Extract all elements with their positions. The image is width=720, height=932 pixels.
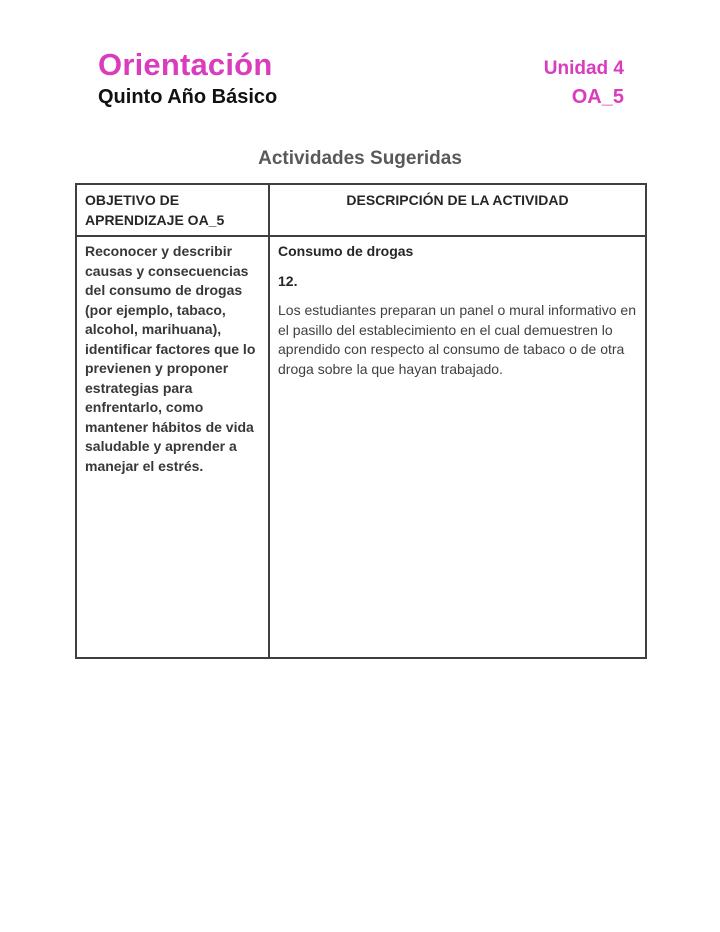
section-heading: Actividades Sugeridas [258, 148, 462, 169]
objective-column-header: OBJETIVO DE APRENDIZAJE OA_5 [76, 184, 269, 236]
header-left-block [98, 46, 277, 110]
activity-topic: Consumo de drogas [278, 243, 414, 259]
grade-subtitle: Quinto Año Básico [98, 86, 278, 108]
document-header [0, 0, 720, 111]
activity-description: Los estudiantes preparan un panel o mural informativo en el pasillo del establecimiento en el cual demuestren lo aprendido con respecto al consumo de tabaco o de otra droga sobre la que hayan trabajado. [278, 302, 636, 377]
header-right-block [544, 46, 624, 111]
description-cell [269, 236, 646, 658]
description-column-header: DESCRIPCIÓN DE LA ACTIVIDAD [269, 184, 646, 236]
activities-table [75, 183, 647, 659]
table-header-row [76, 184, 646, 236]
objective-cell [76, 236, 269, 658]
table-body-row [76, 236, 646, 658]
objective-text: Reconocer y describir causas y consecuencias del consumo de drogas (por ejemplo, tabaco, alcohol, marihuana), identificar factores que lo previenen y proponer estrategias para enfrentarlo, como mantener hábitos de vida saludable y aprender a manejar el estrés. [85, 243, 256, 474]
unit-label: Unidad 4 [543, 58, 624, 79]
activity-number: 12. [278, 273, 298, 289]
oa-code-label: OA_5 [571, 86, 624, 108]
subject-title: Orientación [98, 47, 273, 82]
